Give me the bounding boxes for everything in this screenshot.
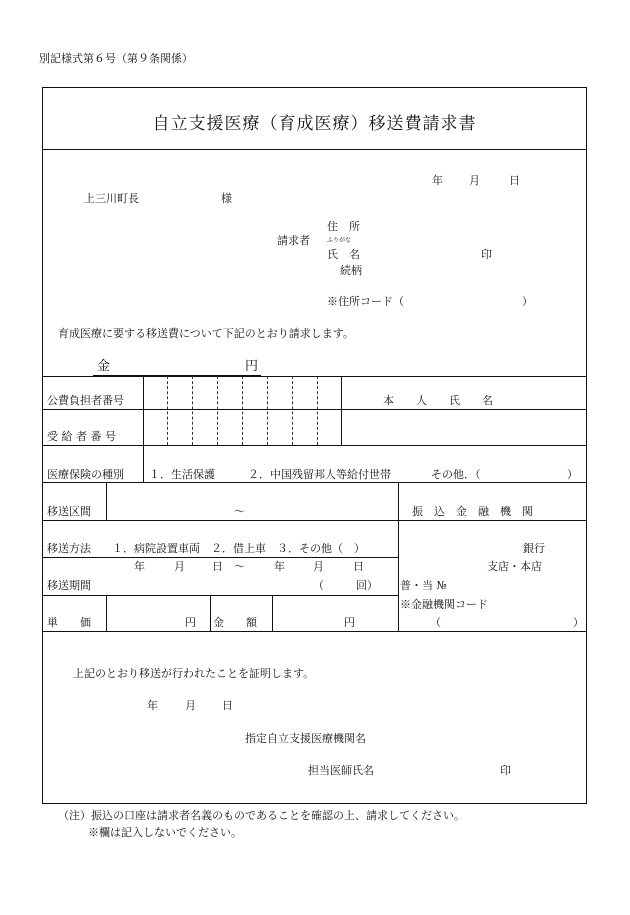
- insurance-option-welfare: １．生活保護: [149, 468, 215, 481]
- public-payer-label: 公費負担者番号: [47, 394, 124, 407]
- transport-method-options: １．病院設置車両 ２．借上車 ３．その他（ ）: [112, 542, 365, 555]
- amount-label: 金 額: [213, 616, 257, 629]
- digit-divider: [167, 376, 168, 445]
- address-code-close: ）: [522, 295, 533, 308]
- patient-name-label: 本 人 氏 名: [383, 394, 493, 407]
- address-code-label: ※住所コード（: [327, 295, 404, 308]
- bank-code-open: （: [430, 616, 441, 629]
- request-text: 育成医療に要する移送費について下記のとおり請求します。: [58, 327, 354, 340]
- claimant-address-label: 住 所: [327, 220, 360, 233]
- claimant-seal: 印: [481, 248, 492, 261]
- digit-divider: [192, 376, 193, 445]
- patient-name-divider: [341, 376, 342, 445]
- amount-prefix: 金: [97, 359, 111, 374]
- amount-col-divider: [210, 595, 211, 631]
- row-line-2: [42, 445, 587, 446]
- period-separator: ～: [234, 560, 245, 573]
- digit-divider: [217, 376, 218, 445]
- branch-suffix: 支店・本店: [487, 560, 542, 573]
- period-to-month: 月: [313, 560, 324, 573]
- period-from-day: 日: [212, 560, 223, 573]
- period-to-year: 年: [274, 560, 285, 573]
- addressee-honorific: 様: [221, 192, 232, 205]
- doctor-seal: 印: [500, 764, 511, 777]
- insurance-option-other: その他．（: [431, 468, 481, 481]
- section-tilde: ～: [234, 505, 245, 518]
- insurance-col-divider: [143, 445, 144, 482]
- amount-yen: 円: [344, 616, 355, 629]
- period-from-year: 年: [134, 560, 145, 573]
- row-line-4: [42, 520, 587, 521]
- unit-price-yen: 円: [185, 616, 196, 629]
- date-month-label: 月: [469, 174, 480, 187]
- period-from-month: 月: [174, 560, 185, 573]
- digit-divider: [267, 376, 268, 445]
- row-line-5: [42, 557, 398, 558]
- account-number-label: 普・当 №: [400, 579, 447, 592]
- certification-text: 上記のとおり移送が行われたことを証明します。: [73, 667, 315, 680]
- digit-divider: [242, 376, 243, 445]
- bank-suffix: 銀行: [523, 542, 545, 555]
- amount-value-divider: [272, 595, 273, 631]
- cert-date-month: 月: [185, 699, 196, 712]
- form-title: 自立支援医療（育成医療）移送費請求書: [152, 114, 477, 134]
- amount-unit: 円: [245, 359, 259, 374]
- form-number-note: 別記様式第６号（第９条関係）: [39, 52, 193, 65]
- bank-header: 振 込 金 融 機 関: [412, 505, 533, 518]
- institution-name-label: 指定自立支援医療機関名: [245, 732, 366, 745]
- addressee-name: 上三川町長: [84, 192, 139, 205]
- furigana-label: ふりがな: [327, 237, 352, 244]
- table-top-line: [42, 376, 587, 377]
- recipient-number-label: 受 給 者 番 号: [47, 430, 116, 443]
- footnote-asterisk: ※欄は記入しないでください。: [88, 826, 242, 839]
- cert-date-day: 日: [222, 699, 233, 712]
- insurance-type-label: 医療保険の種別: [47, 468, 124, 481]
- cert-date-year: 年: [147, 699, 158, 712]
- date-day-label: 日: [509, 174, 520, 187]
- period-to-day: 日: [353, 560, 364, 573]
- table-bottom-line: [42, 631, 587, 632]
- insurance-option-residual: ２．中国残留邦人等給付世帯: [248, 468, 391, 481]
- transport-method-label: 移送方法: [47, 542, 91, 555]
- claimant-name-label: 氏 名: [327, 248, 360, 261]
- bank-code-label: ※金融機関コード: [400, 598, 488, 611]
- insurance-option-close: ）: [567, 468, 578, 481]
- title-divider: [42, 149, 587, 150]
- doctor-name-label: 担当医師氏名: [308, 764, 374, 777]
- row-line-6: [42, 595, 398, 596]
- date-year-label: 年: [432, 174, 443, 187]
- claimant-label: 請求者: [277, 234, 310, 247]
- section-col-divider: [106, 482, 107, 520]
- unit-price-label: 単 価: [47, 616, 91, 629]
- footnote-account: （注）振込の口座は請求者名義のものであることを確認の上、請求してください。: [58, 809, 465, 822]
- digit-divider: [292, 376, 293, 445]
- row-line-1: [42, 409, 587, 410]
- unit-price-col-divider: [106, 595, 107, 631]
- transport-section-label: 移送区間: [47, 505, 91, 518]
- claimant-relation-label: 続柄: [340, 264, 362, 277]
- row-line-3: [42, 482, 587, 483]
- transport-period-label: 移送期間: [47, 579, 91, 592]
- digit-divider: [317, 376, 318, 445]
- times-close: 回）: [356, 579, 378, 592]
- number-col-divider: [143, 376, 144, 445]
- bank-code-close: ）: [573, 616, 584, 629]
- times-open: （: [313, 579, 324, 592]
- bank-col-divider: [398, 482, 399, 631]
